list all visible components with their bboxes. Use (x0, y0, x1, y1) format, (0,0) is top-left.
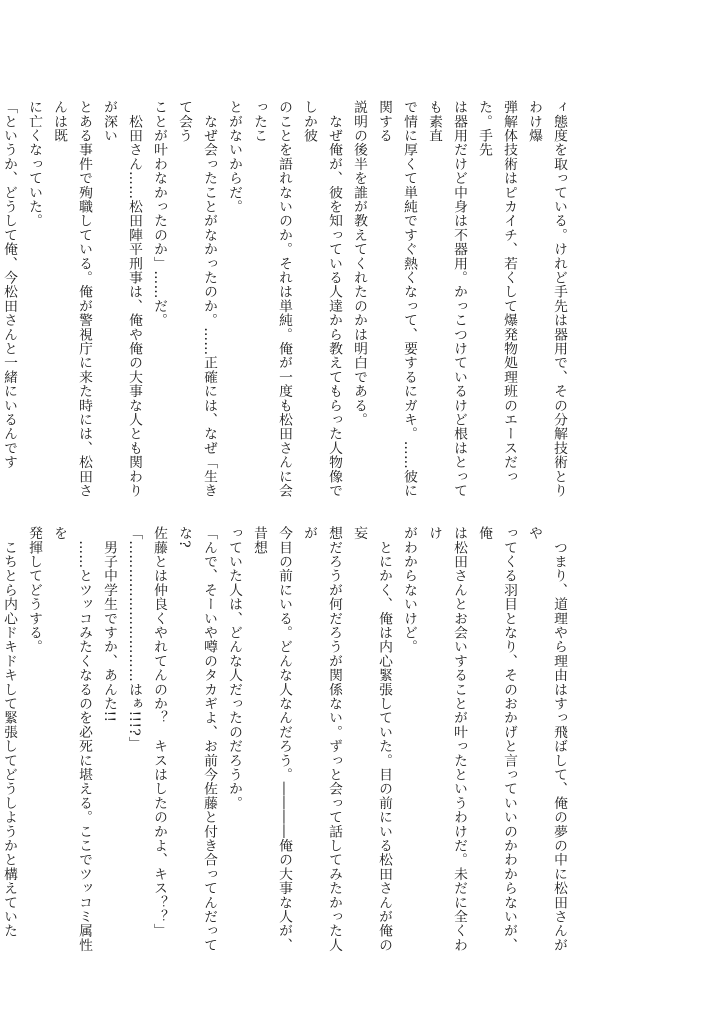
text-line: とある事件で殉職している。俺が警視庁に来た時には、松田さんは既 (51, 100, 92, 498)
text-line: は器用だけど中身は不器用。かっこつけているけど根はとっても素直 (426, 100, 467, 498)
text-line: がわからないけど。 (401, 526, 417, 654)
text-line: で情に厚くて単純ですぐ熱くなって、要するにガキ。……彼に関する (376, 100, 417, 498)
text-line: 男子中学生ですか、あんた!! (101, 526, 117, 723)
text-line: 想だろうが何だろうが関係ない。ずっと会って話してみたかった人が (301, 526, 342, 952)
text-line: 弾解体技術はピカイチ、若くして爆発物処理班のエースだった。手先 (476, 100, 517, 484)
text-line: とにかく、俺は内心緊張していた。目の前にいる松田さんが俺の妄 (351, 526, 392, 952)
text-line: なぜ俺が、彼を知っている人達から教えてもらった人物像でしか彼 (301, 100, 342, 498)
lower-text-block (1, 526, 571, 958)
text-line: 松田さん……松田陣平刑事は、俺や俺の大事な人とも関わりが深い (101, 100, 142, 498)
text-line: のことを語れないのか。それは単純。俺が一度も松田さんに会ったこ (251, 100, 292, 498)
upper-text-block (1, 100, 571, 508)
text-line: 「というか、どうして俺、今松田さんと一緒にいるんです (1, 100, 17, 470)
text-line: 今目の前にいる。どんな人なんだろう。――――俺の大事な人が、昔想 (251, 526, 292, 952)
text-line: ィ態度を取っている。けれど手先は器用で、その分解技術とりわけ爆 (526, 100, 567, 498)
text-line: なぜ会ったことがなかったのか。……正確には、なぜ「生きて会う (176, 100, 217, 498)
text-line: 発揮してどうする。 (26, 526, 42, 654)
text-line: とがないからだ。 (226, 100, 242, 214)
text-line: つまり、道理やら理由はすっ飛ばして、俺の夢の中に松田さんがや (526, 526, 567, 952)
text-line: ことが叶わなかったのか」……だ。 (151, 100, 167, 328)
text-line: 「んで、そーいや噂のタカギよ、お前今佐藤と付き合ってんだってな? (176, 526, 217, 952)
text-line: 「…………………………はぁ!!!?」 (126, 526, 142, 751)
text-line: は松田さんとお会いすることが叶ったというわけだ。未だに全くわけ (426, 526, 467, 952)
text-line: 佐藤とは仲良くやれてんのか？ キスはしたのかよ、キス？？」 (151, 526, 167, 938)
text-line: に亡くなっていた。 (26, 100, 42, 228)
text-line: ってくる羽目となり、そのおかげと言っていいのかわからないが、俺 (476, 526, 517, 952)
text-line: っていた人は、どんな人だったのだろうか。 (226, 526, 242, 810)
text-line: 説明の後半を誰が教えてくれたのかは明白である。 (351, 100, 367, 427)
text-line: こちとら内心ドキドキして緊張してどうしようかと構えていた (1, 540, 17, 938)
text-line: ……とツッコみたくなるのを必死に堪える。ここでツッコミ属性を (51, 526, 92, 952)
